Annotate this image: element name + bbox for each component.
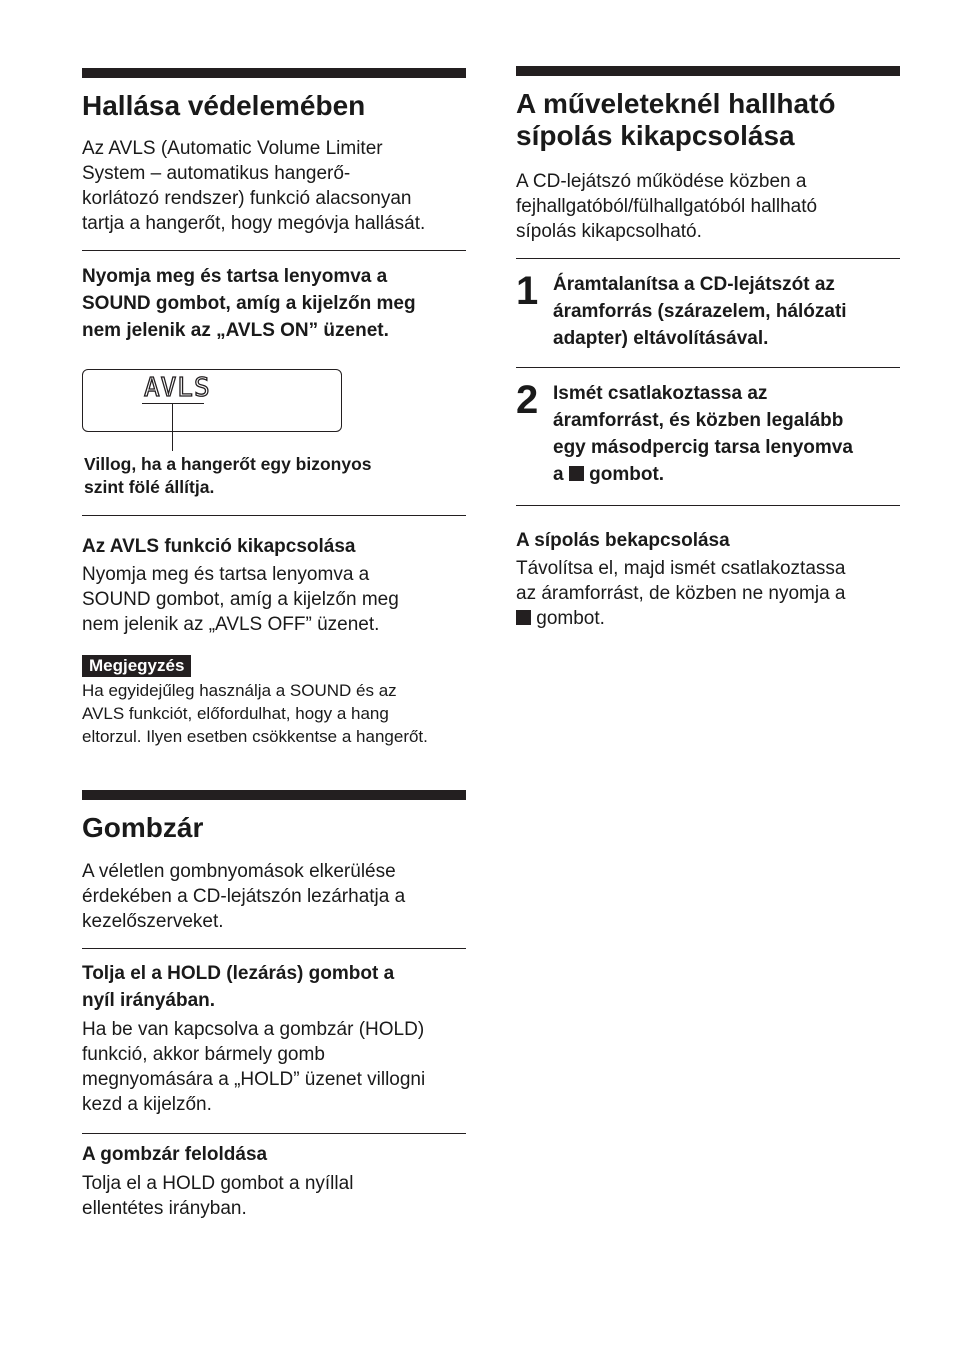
step-2: 2 Ismét csatlakoztassa az áramforrást, és közben legalább egy másodpercig tarsa lenyomva a gombot. — [516, 378, 853, 485]
section-rule — [82, 790, 466, 800]
divider — [516, 367, 900, 368]
lcd-display-illustration — [82, 369, 466, 451]
lcd-display-frame — [82, 369, 342, 432]
lcd-display-text: AVLS — [144, 373, 211, 403]
hold-unlock-heading: A gombzár feloldása — [82, 1144, 268, 1165]
section-title-beep: A műveleteknél hallható sípolás kikapcsolása — [516, 88, 836, 151]
avls-off-heading: Az AVLS funkció kikapcsolása — [82, 536, 356, 557]
avls-instruction: Nyomja meg és tartsa lenyomva a SOUND gombot, amíg a kijelzőn meg nem jelenik az „AVLS ON” üzenet. — [82, 266, 416, 341]
divider — [82, 250, 466, 251]
stop-square-icon — [516, 610, 531, 625]
beep-on-paragraph: Távolítsa el, majd ismét csatlakoztassa az áramforrást, de közben ne nyomja a gombot. — [516, 558, 846, 629]
hold-unlock-paragraph: Tolja el a HOLD gombot a nyíllal ellentétes irányban. — [82, 1173, 354, 1219]
beep-intro-paragraph: A CD-lejátszó működése közben a fejhallgatóból/fülhallgatóból hallható sípolás kikapcsolható. — [516, 171, 818, 242]
hold-intro-paragraph: A véletlen gombnyomások elkerülése érdekében a CD-lejátszón lezárhatja a kezelőszerveket. — [82, 861, 406, 932]
divider — [516, 505, 900, 506]
divider — [516, 258, 900, 259]
hold-instruction-body: Ha be van kapcsolva a gombzár (HOLD) funkció, akkor bármely gomb megnyomására a „HOLD” üzenet villogni kezd a kijelzőn. — [82, 1019, 426, 1115]
left-column — [82, 68, 466, 1221]
section-rule — [516, 66, 900, 76]
stop-square-icon — [569, 466, 584, 481]
hold-instruction: Tolja el a HOLD (lezárás) gombot a nyíl irányában. — [82, 963, 395, 1011]
right-column — [516, 66, 900, 631]
beep-on-heading: A sípolás bekapcsolása — [516, 530, 730, 551]
note-badge: Megjegyzés — [82, 655, 191, 677]
avls-off-paragraph: Nyomja meg és tartsa lenyomva a SOUND gombot, amíg a kijelzőn meg nem jelenik az „AVLS OFF” üzenet. — [82, 564, 399, 635]
intro-paragraph: Az AVLS (Automatic Volume Limiter System – automatikus hangerő- korlátozó rendszer) funkció alacsonyan tartja a hangerőt, hogy megóvja hallását. — [82, 138, 426, 234]
section-title-hold: Gombzár — [82, 812, 204, 843]
note-block: Megjegyzés Ha egyidejűleg használja a SOUND és az AVLS funkciót, előfordulhat, hogy a hang eltorzul. Ilyen esetben csökkentse a hangerőt. — [82, 656, 428, 746]
display-caption: Villog, ha a hangerőt egy bizonyos szint fölé állítja. — [84, 454, 372, 497]
step-number: 1 — [516, 269, 539, 313]
divider — [82, 948, 466, 949]
section-title-hearing: Hallása védelemében — [82, 90, 366, 121]
callout-leader-line — [172, 403, 173, 451]
step-number: 2 — [516, 378, 539, 422]
divider — [82, 1133, 466, 1134]
section-rule — [82, 68, 466, 78]
divider — [82, 515, 466, 516]
lcd-underline — [142, 403, 204, 404]
step-1: 1 Áramtalanítsa a CD-lejátszót az áramforrás (szárazelem, hálózati adapter) eltávolításával. — [516, 269, 847, 349]
